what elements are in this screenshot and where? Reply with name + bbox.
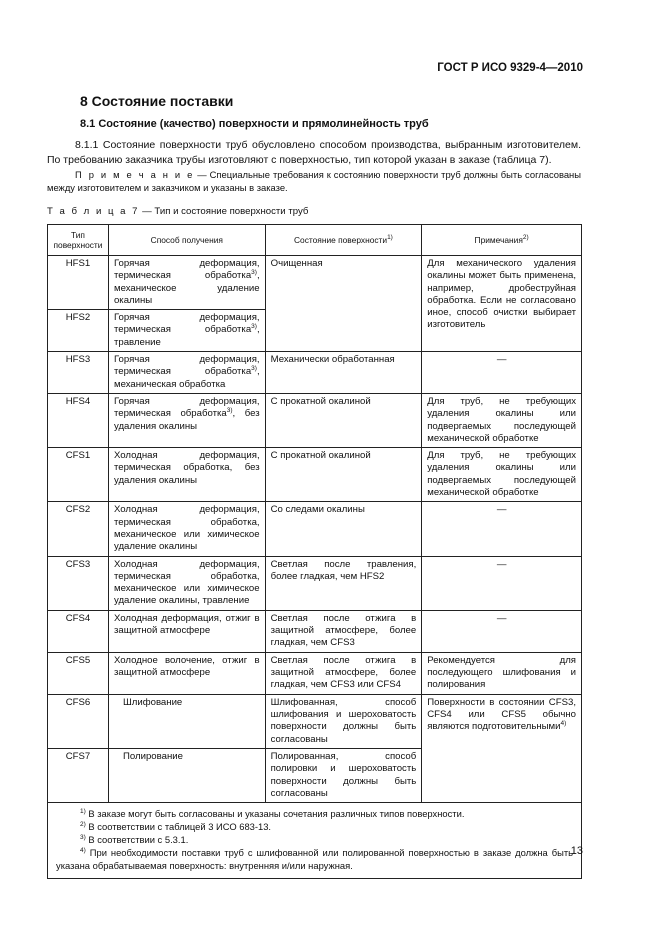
notes-text: Поверхности в состоянии CFS3, CFS4 или CFS5 обычно являются подготовительными: [427, 696, 576, 733]
table-row: [48, 256, 582, 310]
cell-method: Шлифование: [108, 694, 265, 748]
cell-state: Со следами окалины: [265, 502, 422, 556]
cell-notes: [422, 694, 582, 802]
cell-type: HFS4: [48, 393, 109, 447]
cell-notes: Рекомендуется для последующего шлифования и полирования: [422, 652, 582, 694]
header-notes-sup: 2): [522, 234, 529, 242]
cell-state: Светлая после отжига в защитной атмосфере, более гладкая, чем CFS3: [265, 610, 422, 652]
table-footnotes-row: [48, 803, 582, 879]
method-text-cont: , без удаления окалины: [113, 408, 260, 432]
cell-notes: Для механического удаления окалины может быть применена, например, дробеструйная обработка. Если не согласовано иное, способ очистки выбирает изготовитель: [422, 256, 582, 352]
page-number: 13: [570, 845, 583, 857]
footnote-mark: 3): [80, 833, 86, 841]
footnote: [56, 820, 573, 833]
table-footnotes: [48, 803, 582, 879]
cell-type: HFS2: [48, 310, 109, 352]
cell-method: Холодная деформация, термическая обработка, без удаления окалины: [108, 448, 265, 502]
cell-method: [108, 393, 265, 447]
cell-state: Светлая после травления, более гладкая, чем HFS2: [265, 556, 422, 610]
footnote-text: В заказе могут быть согласованы и указаны сочетания различных типов поверхности.: [85, 808, 465, 820]
method-text-cont: , механическая обработка: [113, 366, 260, 390]
cell-method: Полирование: [108, 748, 265, 802]
section-title: 8 Состояние поставки: [80, 93, 234, 109]
paragraph-8-1-1: 8.1.1 Состояние поверхности труб обусловлено способом производства, выбранным изготовителем. По требованию заказчика трубы изготовляют с поверхностью, тип которой указан в заказе (таблица 7).: [47, 139, 581, 166]
cell-method: Холодная деформация, отжиг в защитной атмосфере: [108, 610, 265, 652]
cell-state: Шлифованная, способ шлифования и шероховатость поверхности должны быть согласованы: [265, 694, 422, 748]
cell-type: HFS3: [48, 352, 109, 394]
method-sup: 3): [226, 407, 233, 415]
cell-state: Механически обработанная: [265, 352, 422, 394]
cell-type: CFS3: [48, 556, 109, 610]
note-label: П р и м е ч а н и е: [75, 169, 195, 180]
footnote: [56, 846, 573, 872]
header-notes-label: Примечания: [474, 235, 523, 245]
note-text: — Специальные требования к состоянию поверхности труб должны быть согласованы между изготовителем и заказчиком и указаны в заказе.: [47, 169, 581, 193]
cell-type: CFS2: [48, 502, 109, 556]
header-state-label: Состояние поверхности: [294, 235, 388, 245]
cell-notes: Для труб, не требующих удаления окалины или подвергаемых последующей механической обработке: [422, 393, 582, 447]
footnote-text: В соответствии с 5.3.1.: [85, 834, 189, 846]
table-row: [48, 502, 582, 556]
table-row: [48, 652, 582, 694]
document-code-header: ГОСТ Р ИСО 9329-4—2010: [437, 62, 583, 74]
table-row: [48, 448, 582, 502]
header-method: Способ получения: [108, 225, 265, 256]
cell-type: CFS1: [48, 448, 109, 502]
note: [47, 168, 581, 194]
table-header-row: [48, 225, 582, 256]
method-sup: 3): [251, 323, 257, 331]
table-row: [48, 352, 582, 394]
cell-type: CFS6: [48, 694, 109, 748]
cell-method: [108, 310, 265, 352]
method-sup: 3): [251, 269, 257, 277]
cell-type: CFS5: [48, 652, 109, 694]
method-text-cont: , травление: [113, 324, 260, 348]
cell-method: [108, 256, 265, 310]
cell-type: HFS1: [48, 256, 109, 310]
cell-state: С прокатной окалиной: [265, 393, 422, 447]
footnote-mark: 2): [80, 820, 86, 828]
cell-method: Холодная деформация, термическая обработка, механическое или химическое удаление окалины: [108, 502, 265, 556]
footnote: [56, 807, 573, 820]
table-row: [48, 393, 582, 447]
footnote: [56, 833, 573, 846]
footnote-mark: 1): [80, 807, 86, 815]
header-type: Тип поверхности: [48, 225, 109, 256]
footnote-text: В соответствии с таблицей 3 ИСО 683-13.: [85, 821, 272, 833]
table-caption-text: — Тип и состояние поверхности труб: [139, 206, 309, 217]
cell-notes: Для труб, не требующих удаления окалины или подвергаемых последующей механической обработке: [422, 448, 582, 502]
cell-notes: —: [422, 352, 582, 394]
surface-table: [47, 224, 582, 879]
method-text: Горячая деформация, термическая обработка: [113, 354, 260, 378]
cell-method: Холодная деформация, термическая обработка, механическое или химическое удаление окалины, травление: [108, 556, 265, 610]
cell-type: CFS4: [48, 610, 109, 652]
cell-method: Холодное волочение, отжиг в защитной атмосфере: [108, 652, 265, 694]
header-state-sup: 1): [387, 234, 393, 242]
cell-state: Полированная, способ полировки и шероховатость поверхности должны быть согласованы: [265, 748, 422, 802]
table-row: [48, 556, 582, 610]
footnote-text: При необходимости поставки труб с шлифованной или полированной поверхностью в заказе должна быть указана обрабатываемая поверхность: внутренняя и/или наружная.: [56, 847, 573, 872]
method-text-cont: , механическое удаление окалины: [113, 270, 260, 306]
cell-method: [108, 352, 265, 394]
subsection-title: 8.1 Состояние (качество) поверхности и прямолинейность труб: [80, 118, 429, 130]
cell-state: Светлая после отжига в защитной атмосфере, более гладкая, чем CFS3 или CFS4: [265, 652, 422, 694]
table-caption-label: Т а б л и ц а 7: [47, 206, 140, 217]
cell-notes: —: [422, 502, 582, 556]
cell-notes: —: [422, 610, 582, 652]
method-sup: 3): [251, 365, 257, 373]
method-text: Горячая деформация, термическая обработка: [113, 395, 260, 420]
header-state: [265, 225, 422, 256]
header-notes: [422, 225, 582, 256]
cell-state: С прокатной окалиной: [265, 448, 422, 502]
notes-sup: 4): [560, 720, 567, 728]
table-caption: [47, 206, 308, 217]
table-row: [48, 610, 582, 652]
footnote-mark: 4): [80, 846, 86, 854]
cell-type: CFS7: [48, 748, 109, 802]
method-text: Горячая деформация, термическая обработка: [113, 258, 260, 282]
method-text: Горячая деформация, термическая обработка: [113, 312, 260, 336]
cell-notes: —: [422, 556, 582, 610]
table-row: [48, 694, 582, 748]
cell-state: Очищенная: [265, 256, 422, 352]
